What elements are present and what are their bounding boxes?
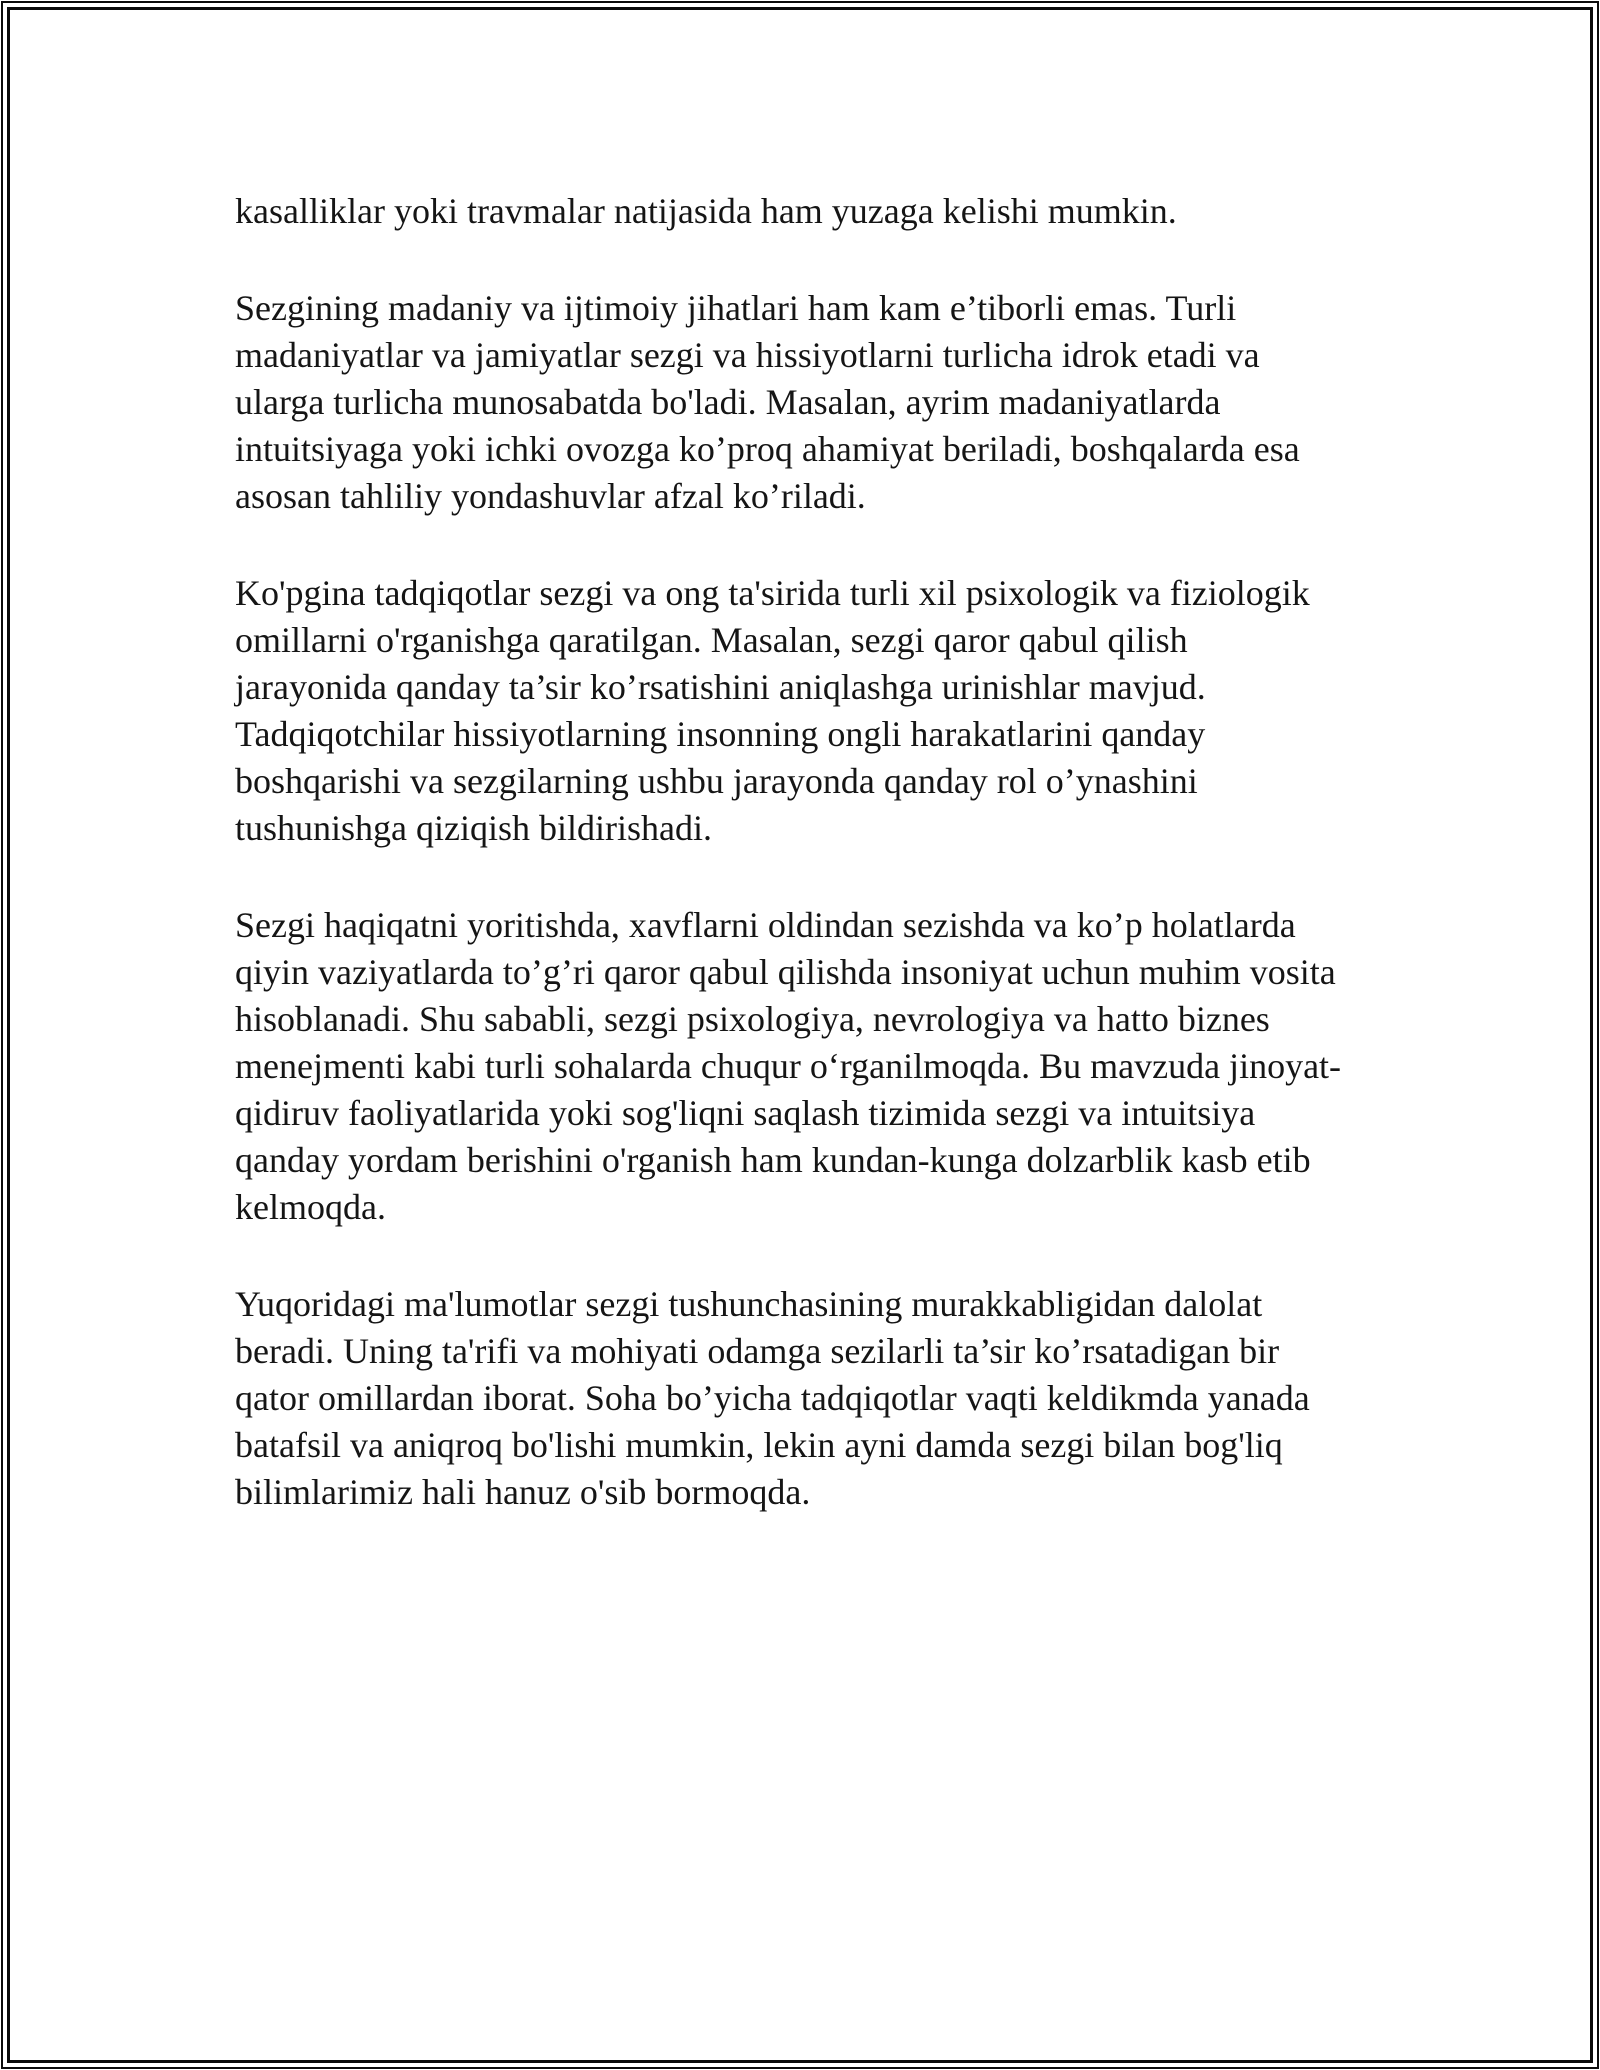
text-line: Sezgining madaniy va ijtimoiy jihatlari ham kam e’tiborli emas. Turli xyxy=(235,288,1237,328)
text-line: menejmenti kabi turli sohalarda chuqur o‘rganilmoqda. Bu mavzuda jinoyat- xyxy=(235,1046,1342,1086)
text-line: ularga turlicha munosabatda bo'ladi. Masalan, ayrim madaniyatlarda xyxy=(235,382,1221,422)
document-body xyxy=(235,188,1400,1566)
text-line: tushunishga qiziqish bildirishadi. xyxy=(235,808,712,848)
paragraph xyxy=(235,285,1400,520)
text-line: qiyin vaziyatlarda to’g’ri qaror qabul qilishda insoniyat uchun muhim vosita xyxy=(235,952,1336,992)
text-line: Ko'pgina tadqiqotlar sezgi va ong ta'sirida turli xil psixologik va fiziologik xyxy=(235,573,1310,613)
text-line: Sezgi haqiqatni yoritishda, xavflarni oldindan sezishda va ko’p holatlarda xyxy=(235,905,1296,945)
paragraph xyxy=(235,1281,1400,1516)
text-line: qator omillardan iborat. Soha bo’yicha tadqiqotlar vaqti keldikmda yanada xyxy=(235,1378,1310,1418)
text-line: Yuqoridagi ma'lumotlar sezgi tushunchasining murakkabligidan dalolat xyxy=(235,1284,1263,1324)
text-line: hisoblanadi. Shu sababli, sezgi psixologiya, nevrologiya va hatto biznes xyxy=(235,999,1270,1039)
paragraph xyxy=(235,188,1400,235)
paragraph xyxy=(235,902,1400,1231)
text-line: bilimlarimiz hali hanuz o'sib bormoqda. xyxy=(235,1472,811,1512)
text-line: beradi. Uning ta'rifi va mohiyati odamga sezilarli ta’sir ko’rsatadigan bir xyxy=(235,1331,1280,1371)
text-line: omillarni o'rganishga qaratilgan. Masalan, sezgi qaror qabul qilish xyxy=(235,620,1188,660)
text-line: Tadqiqotchilar hissiyotlarning insonning ongli harakatlarini qanday xyxy=(235,714,1206,754)
text-line: batafsil va aniqroq bo'lishi mumkin, lekin ayni damda sezgi bilan bog'liq xyxy=(235,1425,1283,1465)
paragraph xyxy=(235,570,1400,852)
text-line: madaniyatlar va jamiyatlar sezgi va hissiyotlarni turlicha idrok etadi va xyxy=(235,335,1260,375)
text-line: qidiruv faoliyatlarida yoki sog'liqni saqlash tizimida sezgi va intuitsiya xyxy=(235,1093,1256,1133)
text-line: kelmoqda. xyxy=(235,1187,386,1227)
text-line: asosan tahliliy yondashuvlar afzal ko’riladi. xyxy=(235,476,866,516)
text-line: boshqarishi va sezgilarning ushbu jarayonda qanday rol o’ynashini xyxy=(235,761,1198,801)
text-line: jarayonida qanday ta’sir ko’rsatishini aniqlashga urinishlar mavjud. xyxy=(235,667,1206,707)
text-line: qanday yordam berishini o'rganish ham kundan-kunga dolzarblik kasb etib xyxy=(235,1140,1311,1180)
text-line: kasalliklar yoki travmalar natijasida ham yuzaga kelishi mumkin. xyxy=(235,191,1177,231)
text-line: intuitsiyaga yoki ichki ovozga ko’proq ahamiyat beriladi, boshqalarda esa xyxy=(235,429,1300,469)
